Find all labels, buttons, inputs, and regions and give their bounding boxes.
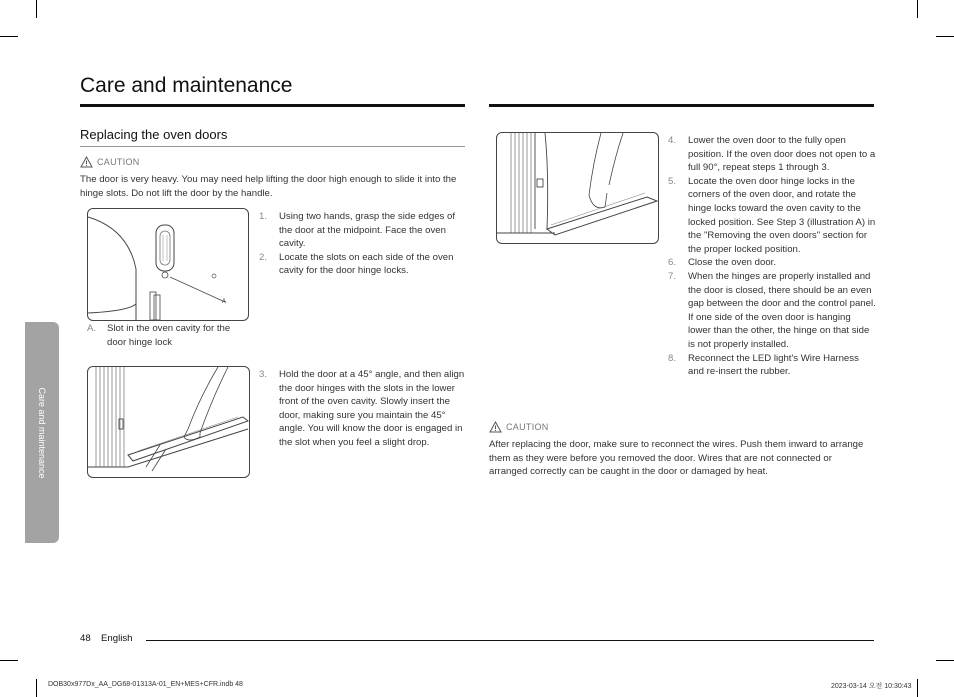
step-number: 4. <box>668 135 677 146</box>
list-item <box>668 175 876 257</box>
print-file-info: DOB30x977Dx_AA_DG68-01313A-01_EN+MES+CFR.indb 48 <box>48 681 243 688</box>
caution-text: The door is very heavy. You may need help lifting the door high enough to slide it into the hinge slots. Do not lift the door by the handle. <box>80 174 457 199</box>
caution-text-2: After replacing the door, make sure to reconnect the wires. Push them inward to arrange them as they were before you removed the door. Wires that are not connected or arranged correctly can be caught in the door or damaged by heat. <box>489 439 864 478</box>
crop-mark <box>0 660 18 661</box>
side-tab-label: Care and maintenance <box>37 386 47 479</box>
side-tab <box>25 322 59 543</box>
step-text: Close the oven door. <box>688 257 777 269</box>
step-number: 2. <box>259 251 268 263</box>
door-insert-drawing <box>88 367 249 477</box>
step-text: Locate the oven door hinge locks in the corners of the oven door, and rotate the hinge locks toward the oven cavity to the locked position. See Step 3 (illustration A) in the "Removing the oven doors" section for the proper locked position. <box>688 175 876 255</box>
caution-heading <box>80 156 140 168</box>
footer-rule <box>146 640 874 641</box>
title-rule-left <box>80 104 465 107</box>
footer-language: English <box>101 633 133 644</box>
caution-label: CAUTION <box>506 422 549 432</box>
list-item <box>259 368 465 450</box>
section-title: Replacing the oven doors <box>80 127 228 142</box>
list-item <box>668 352 876 379</box>
figure-door-open-illustration <box>496 132 659 244</box>
step-text: Lower the oven door to the fully open position. If the oven door does not open to a full 90°, repeat steps 1 through 3. <box>688 135 876 174</box>
step-number: 5. <box>668 175 677 187</box>
step-number: 3. <box>259 369 268 380</box>
list-item <box>668 256 876 270</box>
warning-icon <box>489 421 502 433</box>
list-item <box>668 270 876 352</box>
figure-slot-illustration <box>87 208 249 321</box>
steps-list-3 <box>668 134 876 379</box>
crop-mark <box>0 36 18 37</box>
steps-list-2 <box>259 368 465 450</box>
page-number: 48 <box>80 633 91 644</box>
figure-door-insert-illustration <box>87 366 250 478</box>
page-title: Care and maintenance <box>80 74 293 97</box>
print-date-info: 2023-03-14 오전 10:30:43 <box>831 683 912 690</box>
step-text: Locate the slots on each side of the oven cavity for the door hinge locks. <box>279 251 454 277</box>
crop-mark <box>917 679 918 697</box>
list-item <box>259 210 465 251</box>
step-number: 1. <box>259 211 268 222</box>
step-text: Using two hands, grasp the side edges of the door at the midpoint. Face the oven cavity. <box>279 211 455 250</box>
figure-caption-letter: A. <box>87 323 97 334</box>
figure-caption-text: Slot in the oven cavity for the door hinge lock <box>107 323 231 348</box>
figure-callout-a: A <box>222 299 227 305</box>
list-item <box>668 134 876 175</box>
caution-heading-2 <box>489 421 549 433</box>
warning-icon <box>80 156 93 168</box>
figure-caption <box>87 322 252 349</box>
crop-mark <box>936 660 954 661</box>
step-text: Reconnect the LED light's Wire Harness and re-insert the rubber. <box>688 352 859 378</box>
steps-list-1 <box>259 210 465 278</box>
title-rule-right <box>489 104 874 107</box>
step-text: When the hinges are properly installed and the door is closed, there should be an even gap between the door and the control panel. If one side of the oven door is hanging lower than the other, the hinge on that side is not properly installed. <box>688 270 876 350</box>
crop-mark <box>936 36 954 37</box>
caution-label: CAUTION <box>97 157 140 167</box>
crop-mark <box>36 0 37 18</box>
list-item <box>259 251 465 278</box>
step-number: 6. <box>668 257 677 269</box>
step-number: 7. <box>668 270 677 282</box>
crop-mark <box>917 0 918 18</box>
step-text: Hold the door at a 45° angle, and then align the door hinges with the slots in the lower front of the oven cavity. Slowly insert the door, making sure you maintain the 45° angle. You will know the door is engaged in the slot when you feel a slight drop. <box>279 369 465 448</box>
step-number: 8. <box>668 352 677 364</box>
section-rule <box>80 146 465 147</box>
door-open-drawing <box>497 133 658 243</box>
crop-mark <box>36 679 37 697</box>
